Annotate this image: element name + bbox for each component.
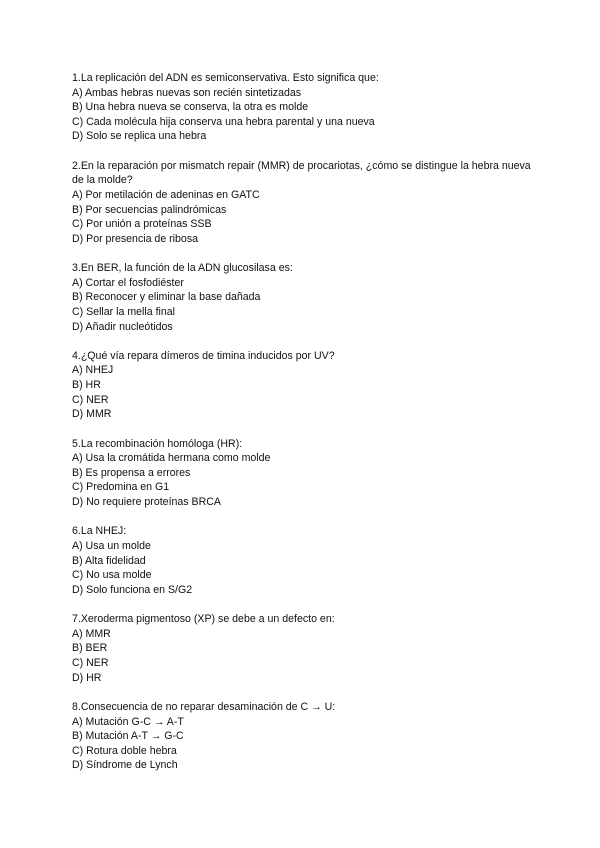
- option-d: D) HR: [72, 671, 102, 684]
- question-7: [72, 612, 532, 685]
- question-list: [72, 71, 532, 788]
- option-a: A) Usa la cromátida hermana como molde: [72, 452, 271, 465]
- option-c: C) Cada molécula hija conserva una hebra parental y una nueva: [72, 115, 375, 128]
- option-d: D) Añadir nucleótidos: [72, 320, 173, 333]
- option-d: D) Solo funciona en S/G2: [72, 583, 193, 596]
- option-c: C) NER: [72, 393, 109, 406]
- question-text: 6.La NHEJ:: [72, 525, 127, 538]
- option-c: C) Sellar la mella final: [72, 305, 176, 318]
- option-a: A) NHEJ: [72, 364, 114, 377]
- option-a: A) Cortar el fosfodiéster: [72, 276, 184, 289]
- question-6: [72, 524, 532, 597]
- option-b: B) BER: [72, 642, 108, 655]
- option-a: A) Mutación G-C → A-T: [72, 715, 184, 728]
- option-c: C) Rotura doble hebra: [72, 744, 177, 757]
- question-2: [72, 159, 532, 247]
- question-3: [72, 261, 532, 334]
- option-b: B) Por secuencias palindrómicas: [72, 203, 227, 216]
- option-d: D) MMR: [72, 408, 112, 421]
- option-c: C) Predomina en G1: [72, 481, 170, 494]
- option-b: B) Reconocer y eliminar la base dañada: [72, 291, 261, 304]
- question-text: 1.La replicación del ADN es semiconservativa. Esto significa que:: [72, 72, 379, 84]
- option-b: B) HR: [72, 379, 101, 392]
- question-5: [72, 437, 532, 510]
- option-d: D) Síndrome de Lynch: [72, 759, 178, 772]
- question-text: 5.La recombinación homóloga (HR):: [72, 437, 243, 450]
- option-d: D) Por presencia de ribosa: [72, 232, 199, 245]
- option-a: A) Usa un molde: [72, 540, 151, 553]
- option-b: B) Alta fidelidad: [72, 554, 146, 567]
- question-text: 2.En la reparación por mismatch repair (MMR) de procariotas, ¿cómo se distingue la hebra nueva de la molde?: [72, 159, 531, 187]
- question-text: 4.¿Qué vía repara dímeros de timina inducidos por UV?: [72, 349, 335, 362]
- option-d: D) Solo se replica una hebra: [72, 130, 207, 143]
- option-a: A) Por metilación de adeninas en GATC: [72, 188, 260, 201]
- question-4: [72, 349, 532, 422]
- question-text: 3.En BER, la función de la ADN glucosilasa es:: [72, 262, 293, 275]
- question-8: [72, 700, 532, 773]
- question-text: 8.Consecuencia de no reparar desaminación de C → U:: [72, 700, 336, 713]
- option-b: B) Mutación A-T → G-C: [72, 730, 184, 743]
- option-a: A) MMR: [72, 627, 111, 640]
- option-d: D) No requiere proteínas BRCA: [72, 496, 221, 509]
- option-c: C) NER: [72, 656, 109, 669]
- question-1: [72, 71, 532, 144]
- option-c: C) No usa molde: [72, 569, 152, 582]
- question-text: 7.Xeroderma pigmentoso (XP) se debe a un defecto en:: [72, 613, 335, 626]
- option-a: A) Ambas hebras nuevas son recién sintetizadas: [72, 86, 302, 99]
- option-b: B) Una hebra nueva se conserva, la otra es molde: [72, 101, 309, 114]
- option-b: B) Es propensa a errores: [72, 466, 191, 479]
- option-c: C) Por unión a proteínas SSB: [72, 218, 212, 231]
